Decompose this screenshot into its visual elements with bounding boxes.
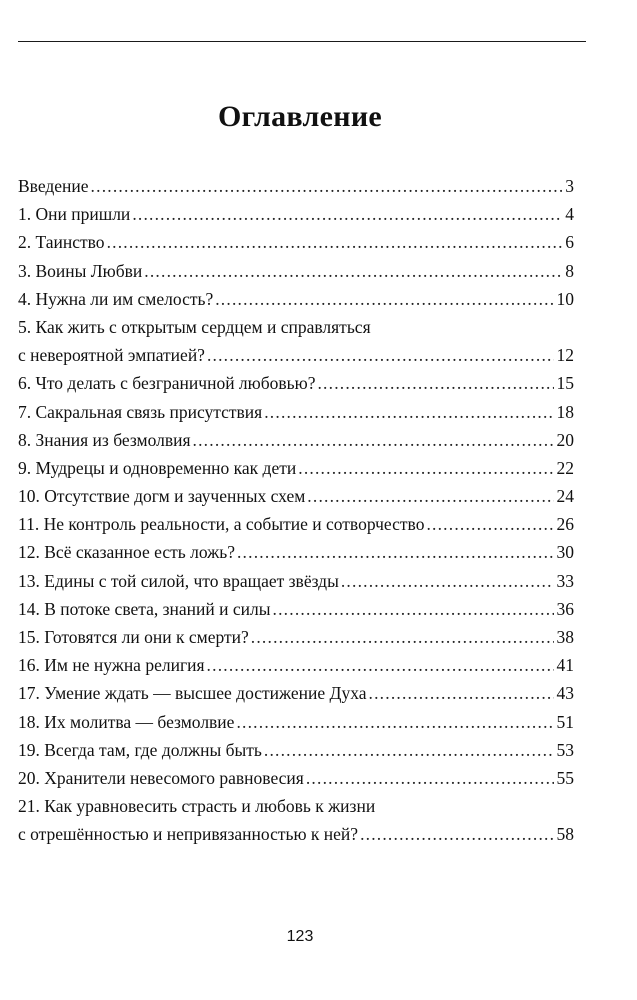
toc-entry-page: 15 [556,373,574,394]
toc-entry [18,595,574,623]
toc-entry-page: 43 [556,683,574,704]
toc-dot-leader [426,510,553,538]
toc-entry-text: 6. Что делать с безграничной любовью? [18,373,316,394]
toc-entry-text: 18. Их молитва — безмолвие [18,711,235,732]
toc-entry-text: 5. Как жить с открытым сердцем и справляться [18,316,371,337]
toc-dot-leader [237,538,554,566]
toc-entry-page: 8 [565,260,574,281]
toc-entry [18,285,574,313]
toc-entry [18,679,574,707]
toc-entry [18,820,574,848]
table-of-contents [18,172,574,849]
toc-dot-leader [207,651,554,679]
toc-entry [18,708,574,736]
toc-dot-leader [341,567,554,595]
toc-entry-text: 17. Умение ждать — высшее достижение Духа [18,683,367,704]
toc-entry-text: 9. Мудрецы и одновременно как дети [18,457,297,478]
toc-entry-text: с невероятной эмпатией? [18,345,205,366]
toc-entry-page: 53 [556,739,574,760]
toc-entry-page: 4 [565,204,574,225]
toc-entry-page: 18 [556,401,574,422]
toc-dot-leader [273,595,554,623]
toc-dot-leader [298,454,553,482]
toc-entry-text: 7. Сакральная связь присутствия [18,401,263,422]
toc-entry [18,200,574,228]
toc-entry-text: 19. Всегда там, где должны быть [18,739,262,760]
toc-entry-text: 1. Они пришли [18,204,131,225]
toc-entry-page: 10 [556,288,574,309]
toc-dot-leader [91,172,563,200]
toc-entry [18,764,574,792]
toc-dot-leader [360,820,553,848]
toc-entry-page: 3 [565,176,574,196]
toc-dot-leader [215,285,553,313]
toc-entry [18,623,574,651]
toc-entry-title [18,313,574,341]
toc-entry-page: 24 [556,486,574,507]
toc-entry-text: 8. Знания из безмолвия [18,429,191,450]
toc-entry [18,341,574,369]
toc-entry [18,736,574,764]
toc-entry-text: 11. Не контроль реальности, а событие и сотворчество [18,514,425,535]
toc-entry [18,454,574,482]
toc-dot-leader [132,200,562,228]
toc-entry [18,172,574,200]
toc-entry-text: 21. Как уравновесить страсть и любовь к жизни [18,796,376,817]
top-rule [18,41,586,42]
toc-dot-leader [317,369,553,397]
toc-entry-page: 38 [556,627,574,647]
toc-entry-text: с отрешённостью и непривязанностью к ней? [18,824,359,845]
toc-entry-page: 26 [556,514,574,535]
page-number: 123 [286,928,314,945]
toc-entry-page: 22 [556,457,574,478]
toc-entry-page: 36 [556,598,574,619]
toc-entry-text: 3. Воины Любви [18,260,143,281]
toc-entry-page: 55 [556,767,574,788]
toc-entry-page: 20 [556,429,574,450]
toc-dot-leader [251,623,554,651]
toc-entry [18,567,574,595]
toc-entry-text: 13. Едины с той силой, что вращает звёзды [18,570,339,591]
toc-entry-text: Введение [18,176,89,196]
toc-entry-text: 10. Отсутствие догм и заученных схем [18,486,306,507]
toc-dot-leader [264,736,554,764]
toc-entry-text: 4. Нужна ли им смелость? [18,288,214,309]
toc-dot-leader [369,679,554,707]
toc-entry-text: 20. Хранители невесомого равновесия [18,767,304,788]
toc-entry-page: 58 [556,824,574,845]
toc-entry-text: 15. Готовятся ли они к смерти? [18,627,249,647]
toc-dot-leader [307,482,553,510]
toc-entry [18,398,574,426]
toc-dot-leader [107,228,563,256]
toc-entry-text: 16. Им не нужна религия [18,655,205,676]
toc-dot-leader [236,708,553,736]
toc-entry [18,257,574,285]
toc-entry-page: 6 [565,232,574,253]
toc-entry-page: 51 [556,711,574,732]
toc-entry [18,228,574,256]
toc-entry [18,510,574,538]
toc-entry-text: 14. В потоке света, знаний и силы [18,598,271,619]
toc-entry [18,369,574,397]
toc-entry [18,538,574,566]
toc-dot-leader [306,764,554,792]
toc-entry-page: 41 [556,655,574,676]
toc-entry-page: 30 [556,542,574,563]
toc-dot-leader [193,426,554,454]
toc-dot-leader [207,341,554,369]
toc-dot-leader [264,398,553,426]
toc-entry [18,482,574,510]
toc-entry-text: 2. Таинство [18,232,105,253]
toc-entry-title [18,792,574,820]
page-title: Оглавление [217,100,383,133]
toc-entry [18,426,574,454]
toc-entry-page: 12 [556,345,574,366]
toc-entry [18,651,574,679]
toc-dot-leader [144,257,562,285]
toc-entry-text: 12. Всё сказанное есть ложь? [18,542,235,563]
toc-entry-page: 33 [556,570,574,591]
